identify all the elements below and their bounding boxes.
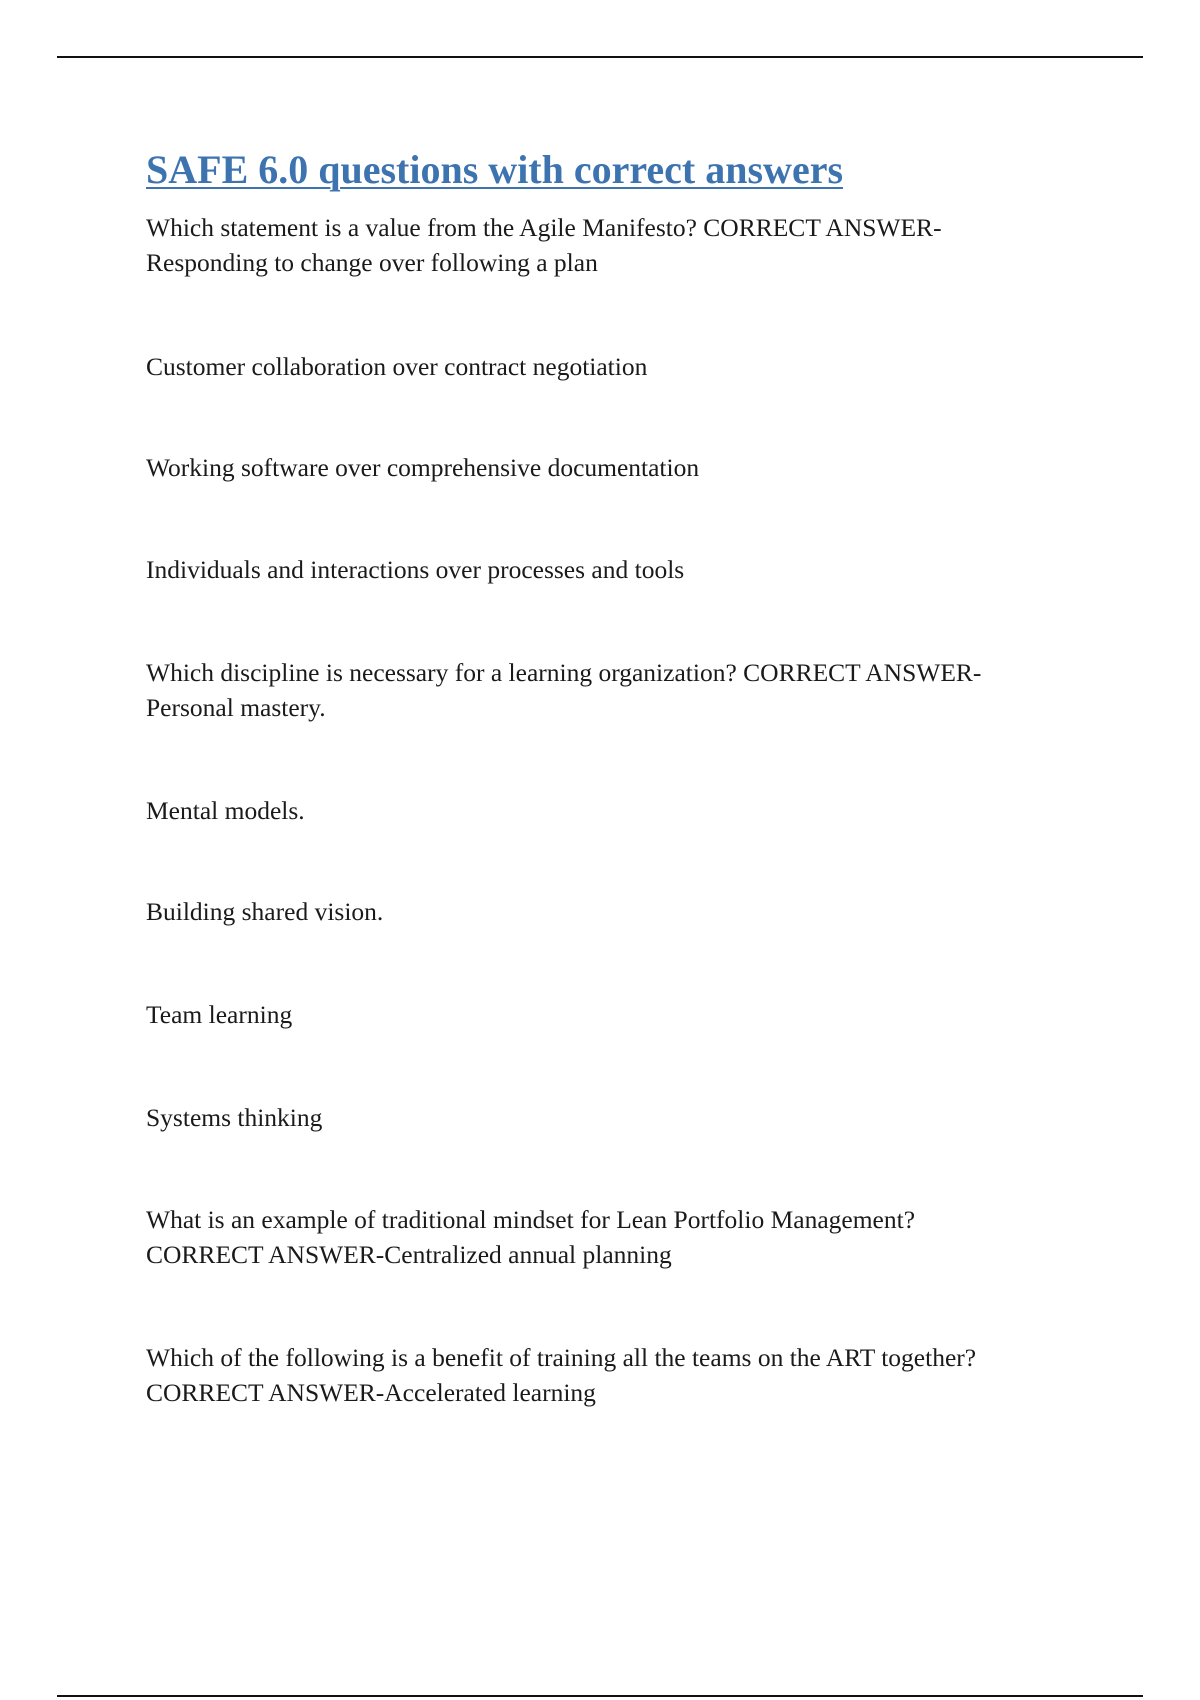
qa-item-10 [146, 1202, 1106, 1272]
qa-item-8-line-1: Team learning [146, 1000, 293, 1029]
qa-item-11 [146, 1340, 1106, 1410]
qa-item-11-line-2: CORRECT ANSWER-Accelerated learning [146, 1378, 596, 1407]
qa-item-2 [146, 349, 1106, 384]
document-body [146, 140, 1106, 1407]
qa-item-8 [146, 997, 1106, 1032]
qa-item-2-line-1: Customer collaboration over contract negotiation [146, 352, 648, 381]
footer-rule [57, 1695, 1143, 1697]
qa-item-3-line-1: Working software over comprehensive documentation [146, 453, 700, 482]
qa-item-3 [146, 450, 1106, 485]
qa-item-1-line-1: Which statement is a value from the Agile Manifesto? CORRECT ANSWER- [146, 213, 942, 242]
qa-item-10-line-2: CORRECT ANSWER-Centralized annual planning [146, 1240, 672, 1269]
qa-item-4-line-1: Individuals and interactions over processes and tools [146, 555, 685, 584]
qa-item-5-line-2: Personal mastery. [146, 693, 326, 722]
qa-item-5 [146, 655, 1106, 725]
qa-item-4 [146, 552, 1106, 587]
qa-item-1 [146, 210, 1106, 280]
qa-item-7-line-1: Building shared vision. [146, 897, 384, 926]
document-title: SAFE 6.0 questions with correct answers [146, 147, 844, 192]
qa-item-6 [146, 793, 1106, 828]
qa-item-10-line-1: What is an example of traditional mindset for Lean Portfolio Management? [146, 1205, 916, 1234]
qa-item-9-line-1: Systems thinking [146, 1103, 323, 1132]
header-rule [57, 56, 1143, 58]
qa-item-9 [146, 1100, 1106, 1135]
qa-item-6-line-1: Mental models. [146, 796, 305, 825]
qa-item-11-line-1: Which of the following is a benefit of training all the teams on the ART together? [146, 1343, 977, 1372]
qa-item-7 [146, 894, 1106, 929]
qa-item-1-line-2: Responding to change over following a plan [146, 248, 598, 277]
qa-item-5-line-1: Which discipline is necessary for a learning organization? CORRECT ANSWER- [146, 658, 982, 687]
